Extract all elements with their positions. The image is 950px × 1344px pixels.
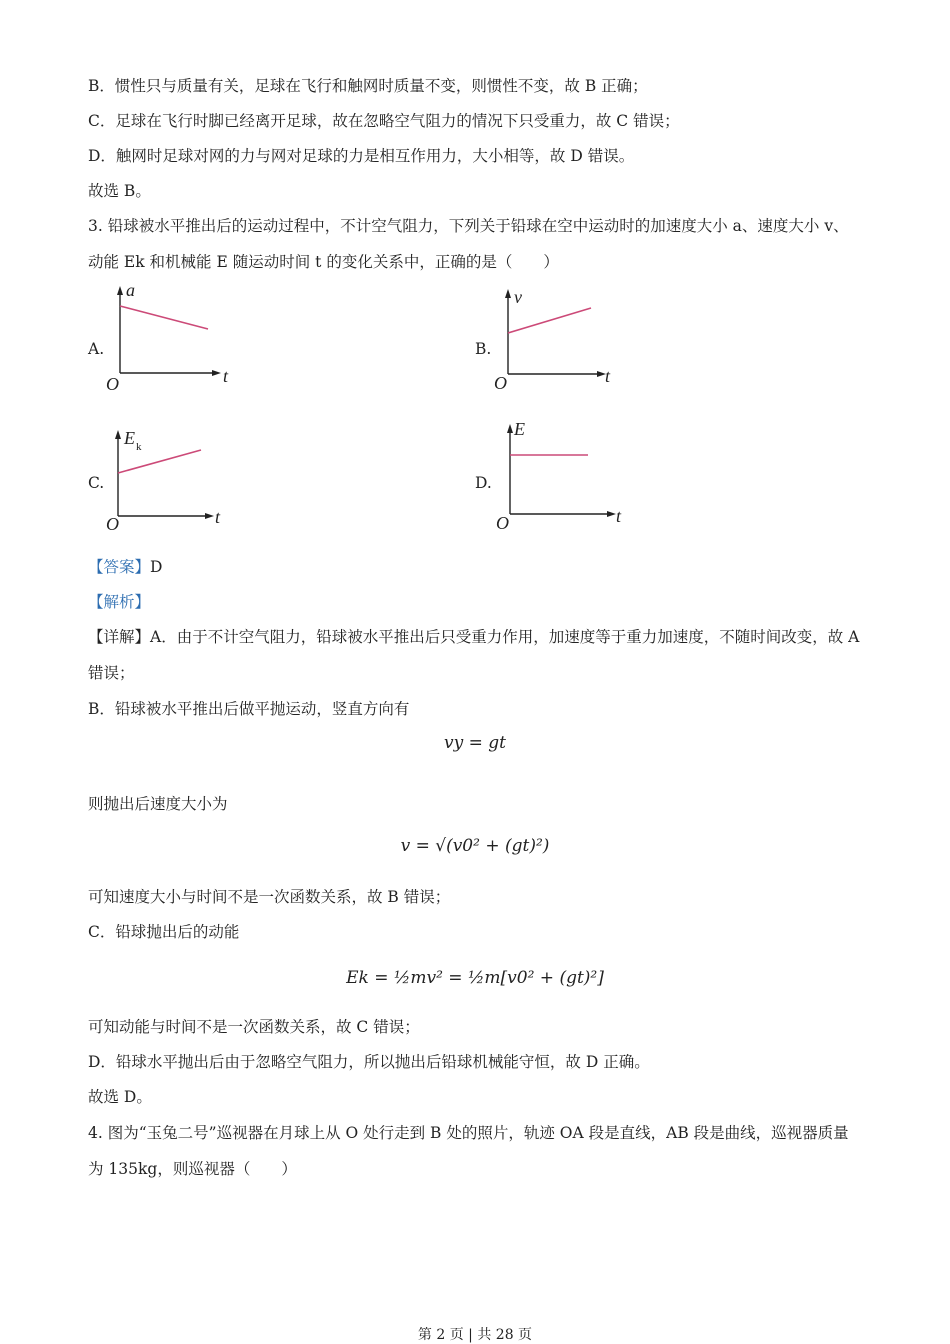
answer-line xyxy=(88,557,162,577)
line-d-prev: D．触网时足球对网的力与网对足球的力是相互作用力，大小相等，故 D 错误。 xyxy=(88,147,635,165)
c-line: C．铅球抛出后的动能 xyxy=(88,923,240,941)
c-conclusion: 可知动能与时间不是一次函数关系，故 C 错误； xyxy=(88,1018,420,1036)
graph-c xyxy=(100,424,250,539)
option-d-label: D. xyxy=(475,474,492,492)
detail-b-line: B．铅球被水平推出后做平抛运动，竖直方向有 xyxy=(88,700,410,718)
page-footer: 第 2 页 | 共 28 页 xyxy=(417,1327,533,1343)
choose-line: 故选 D。 xyxy=(88,1088,152,1106)
graph-b-y-label: v xyxy=(514,287,522,307)
equation-1: vy = gt xyxy=(444,733,506,753)
graph-a-origin: O xyxy=(106,374,119,394)
b-conclusion: 可知速度大小与时间不是一次函数关系，故 B 错误； xyxy=(88,888,451,906)
graph-b-y-arrow xyxy=(505,289,511,298)
graph-c-x-arrow xyxy=(205,513,214,519)
answer-tag: 【答案】 xyxy=(88,558,151,576)
speed-line: 则抛出后速度大小为 xyxy=(88,795,228,813)
graph-b-curve xyxy=(508,308,591,333)
graph-d-origin: O xyxy=(496,513,509,533)
graph-a-x-label: t xyxy=(223,366,229,386)
graph-d xyxy=(490,418,640,533)
graph-b-origin: O xyxy=(494,373,507,393)
graph-c-origin: O xyxy=(106,514,119,534)
graph-c-y-sub: k xyxy=(136,441,142,453)
graph-c-y-label: E xyxy=(124,428,135,448)
graph-b xyxy=(488,283,638,398)
graph-a-x-arrow xyxy=(212,370,221,376)
analysis-tag: 【解析】 xyxy=(88,593,151,611)
graph-d-x-label: t xyxy=(616,506,622,526)
option-c-label: C. xyxy=(88,474,105,492)
answer-value: D xyxy=(150,558,163,576)
graph-a-y-arrow xyxy=(117,286,123,295)
line-b-prev: B．惯性只与质量有关，足球在飞行和触网时质量不变，则惯性不变，故 B 正确； xyxy=(88,77,648,95)
option-a-label: A. xyxy=(88,340,105,358)
d-line: D．铅球水平抛出后由于忽略空气阻力，所以抛出后铅球机械能守恒，故 D 正确。 xyxy=(88,1053,650,1071)
graph-d-y-arrow xyxy=(507,424,513,433)
line-c-prev: C．足球在飞行时脚已经离开足球，故在忽略空气阻力的情况下只受重力，故 C 错误； xyxy=(88,112,680,130)
graph-b-x-label: t xyxy=(605,366,611,386)
graph-a-curve xyxy=(120,306,208,329)
graph-a-y-label: a xyxy=(126,280,135,300)
equation-3: Ek = ½mv² = ½m[v0² + (gt)²] xyxy=(346,968,604,988)
question-4-stem: 4. 图为“玉兔二号”巡视器在月球上从 O 处行走到 B 处的照片，轨迹 OA 段是直线，AB 段是曲线，巡视器质量为 135kg，则巡视器（ ） xyxy=(88,1124,849,1178)
graph-c-y-arrow xyxy=(115,430,121,439)
graph-c-curve xyxy=(118,450,201,473)
equation-2: v = √(v0² + (gt)²) xyxy=(400,836,550,856)
graph-d-x-arrow xyxy=(607,511,616,517)
graph-c-x-label: t xyxy=(215,507,221,527)
line-choose-prev: 故选 B。 xyxy=(88,182,151,200)
question-3-stem: 3. 铅球被水平推出后的运动过程中，不计空气阻力，下列关于铅球在空中运动时的加速度大小 a、速度大小 v、动能 Ek 和机械能 E 随运动时间 t 的变化关系中，正确的是（ ） xyxy=(88,217,849,271)
detail-a: 【详解】A．由于不计空气阻力，铅球被水平推出后只受重力作用，加速度等于重力加速度，不随时间改变，故 A 错误； xyxy=(88,628,860,682)
graph-a xyxy=(100,280,250,395)
option-b-label: B. xyxy=(475,340,492,358)
graph-d-y-label: E xyxy=(514,419,525,439)
